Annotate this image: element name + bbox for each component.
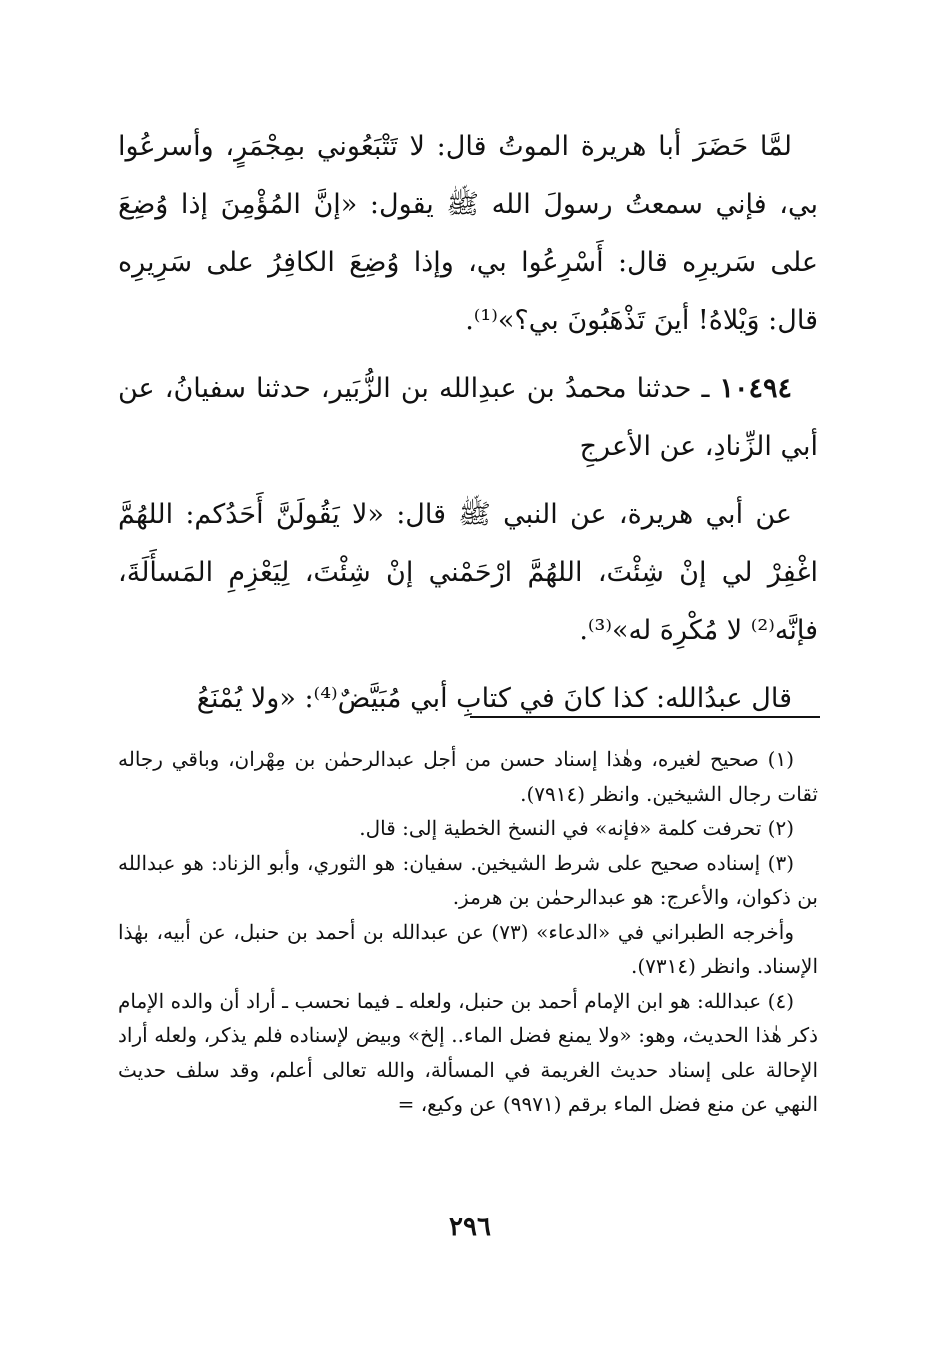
paragraph-abdullah-note: قال عبدُالله: كذا كانَ في كتابِ أبي مُبَيَّضٌ⁽⁴⁾: «ولا يُمْنَعُ	[196, 683, 792, 714]
paragraph-abu-hurayra-death: لمَّا حَضَرَ أبا هريرة الموتُ قال: لا تَتْبَعُوني بمِجْمَرٍ، وأسرعُوا بي، فإني سمعتُ رسولَ الله ﷺ يقول: «إنَّ المُؤْمِنَ إذا وُضِعَ على سَريرِه قال: أَسْرِعُوا بي، وإذا وُضِعَ الكافِرُ على سَرِيرِه قال: وَيْلاهُ! أينَ تَذْهَبُونَ بي؟»⁽¹⁾.	[118, 131, 818, 336]
footnote-1: (١) صحيح لغيره، وهٰذا إسناد حسن من أجل عبدالرحمٰن بن مِهْران، وباقي رجاله ثقات رجال الشيخين. وانظر (٧٩١٤).	[118, 747, 818, 806]
main-text	[118, 118, 818, 728]
footnote-4: (٤) عبدالله: هو ابن الإمام أحمد بن حنبل، ولعله ـ فيما نحسب ـ أراد أن والده الإمام ذكر هٰذا الحديث، وهو: «ولا يمنع فضل الماء.. إلخ» وبيض لإسناده فلم يذكر، ولعله أراد الإحالة على إسناد حديث الغريمة في المسألة، والله تعالى أعلم، وقد سلف حديث النهي عن منع فضل الماء برقم (٩٩٧١) عن وكيع، =	[118, 988, 818, 1116]
footnote-divider	[470, 716, 820, 718]
hadith-chain-text: ـ حدثنا محمدُ بن عبدِالله بن الزُّبَير، حدثنا سفيانُ، عن أبي الزِّنادِ، عن الأعرجِ	[118, 373, 818, 462]
page-number: ٢٩٦	[449, 1212, 491, 1242]
page-body	[118, 118, 818, 728]
paragraph-hadith-chain	[118, 360, 818, 476]
footnote-3: (٣) إسناده صحيح على شرط الشيخين. سفيان: هو الثوري، وأبو الزناد: هو عبدالله بن ذكوان، والأعرج: هو عبدالرحمٰن بن هرمز.	[118, 850, 818, 909]
hadith-number: ١٠٤٩٤	[719, 373, 792, 404]
footnote-3-continued: وأخرجه الطبراني في «الدعاء» (٧٣) عن عبدالله بن أحمد بن حنبل، عن أبيه، بهٰذا الإسناد. وانظر (٧٣١٤).	[118, 919, 818, 978]
paragraph-hadith-text: عن أبي هريرة، عن النبي ﷺ قال: «لا يَقُولَنَّ أَحَدُكم: اللهُمَّ اغْفِرْ لي إنْ شِئْتَ، اللهُمَّ ارْحَمْني إنْ شِئْتَ، لِيَعْزِمِ المَسأَلَةَ، فإنَّه⁽²⁾ لا مُكْرِهَ له»⁽³⁾.	[118, 499, 818, 646]
footnote-2: (٢) تحرفت كلمة «فإنه» في النسخ الخطية إلى: قال.	[359, 816, 794, 840]
footnotes	[118, 742, 818, 1122]
